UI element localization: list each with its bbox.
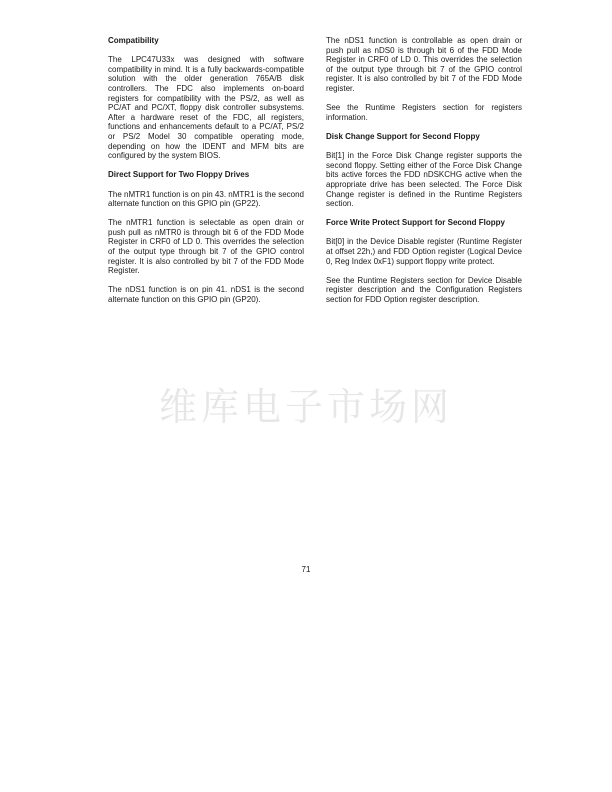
direct-support-heading: Direct Support for Two Floppy Drives [108, 170, 250, 180]
disk-change-paragraph: Bit[1] in the Force Disk Change register supports the second floppy. Setting either of the Force Disk Change bits active forces the FDD nDSKCHG active when the appropriate drive has been selected. The Force Disk Change register is defined in the Runtime Registers section. [326, 151, 522, 209]
device-disable-reference: See the Runtime Registers section for Device Disable register description and the Configuration Registers section for FDD Option register description. [326, 275, 522, 305]
compatibility-paragraph: The LPC47U33x was designed with software compatibility in mind. It is a fully backwards-compatible solution with the older generation 765A/B disk controllers. The FDC also implements on-board registers for compatibility with the PS/2, as well as PC/AT and PC/XT, floppy disk controller subsystems. After a hardware reset of the FDC, all registers, functions and enhancements default to a PC/AT, PS/2 or PS/2 Model 30 compatible operating mode, depending on how the IDENT and MFM bits are configured by the system BIOS. [108, 55, 304, 161]
nds1-control-paragraph: The nDS1 function is controllable as open drain or push pull as nDS0 is through bit 6 of the FDD Mode Register in CRF0 of LD 0. This overrides the selection of the output type through bit 7 of the GPIO control register. It is also controlled by bit 7 of the FDD Mode register. [326, 36, 522, 93]
left-column [108, 36, 304, 314]
nds1-pin-paragraph: The nDS1 function is on pin 41. nDS1 is the second alternate function on this GPIO pin (GP20). [108, 285, 304, 305]
right-column [326, 36, 522, 314]
write-protect-heading: Force Write Protect Support for Second Floppy [326, 218, 505, 228]
nmtr1-select-paragraph: The nMTR1 function is selectable as open drain or push pull as nMTR0 is through bit 6 of the FDD Mode Register in CRF0 of LD 0. This overrides the selection of the output type through bit 7 of the GPIO control register. It is also controlled by bit 7 of the FDD Mode Register. [108, 218, 304, 276]
disk-change-heading: Disk Change Support for Second Floppy [326, 131, 480, 141]
nmtr1-pin-paragraph: The nMTR1 function is on pin 43. nMTR1 is the second alternate function on this GPIO pin (GP22). [108, 189, 304, 209]
page-number: 71 [301, 565, 311, 574]
watermark: 维库电子市场网 [158, 385, 453, 429]
write-protect-paragraph: Bit[0] in the Device Disable register (Runtime Register at offset 22h,) and FDD Option register (Logical Device 0, Reg Index 0xF1) support floppy write protect. [326, 237, 522, 266]
runtime-registers-reference: See the Runtime Registers section for registers information. [326, 103, 522, 122]
compatibility-heading: Compatibility [108, 36, 159, 45]
